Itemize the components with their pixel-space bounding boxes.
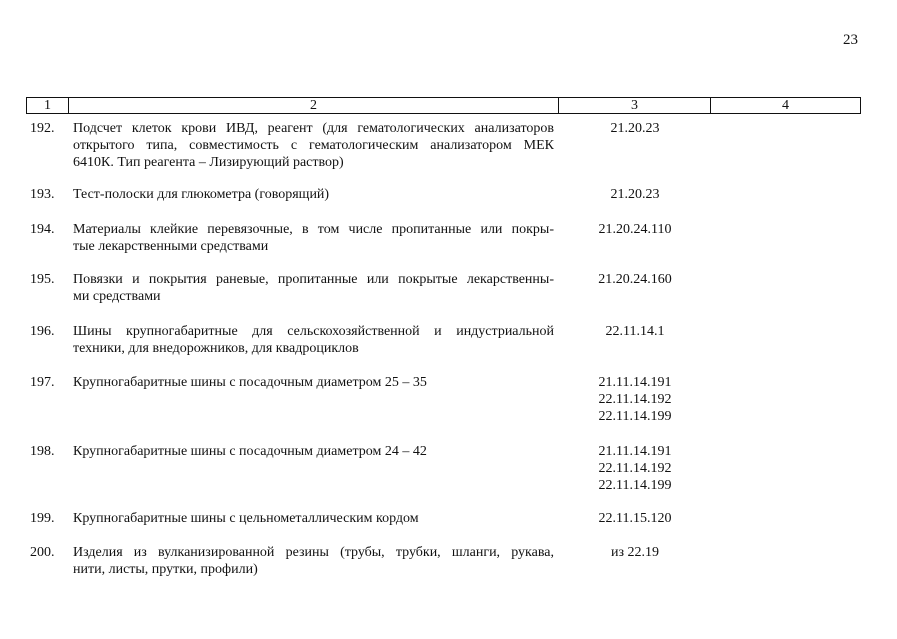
row-number: 197.	[30, 375, 55, 390]
row-name	[73, 374, 554, 391]
row-name-line: Тест-полоски для глюкометра (говорящий)	[73, 187, 330, 202]
page-number: 23	[843, 32, 858, 48]
row-name	[73, 544, 554, 578]
row-name	[73, 221, 554, 255]
header-col-1: 1	[27, 98, 69, 113]
row-name-line: ми средствами	[73, 289, 161, 304]
row-name-line: Материалы клейкие перевязочные, в том числе пропитанные или покры-	[73, 222, 554, 237]
row-code: 22.11.14.199	[598, 478, 672, 493]
header-col-4: 4	[782, 98, 789, 113]
row-name-line: нити, листы, прутки, профили)	[73, 562, 258, 577]
row-code: 21.20.23	[610, 187, 660, 202]
row-name-line: Повязки и покрытия раневые, пропитанные или покрытые лекарственны-	[73, 272, 554, 287]
row-code: 21.11.14.191	[598, 444, 672, 459]
row-number: 200.	[30, 545, 55, 560]
row-name	[73, 271, 554, 305]
row-name	[73, 120, 554, 171]
row-code: 21.11.14.191	[598, 375, 672, 390]
row-name-line: Крупногабаритные шины с цельнометаллическим кордом	[73, 511, 419, 526]
row-name	[73, 186, 554, 203]
row-name-line: Шины крупногабаритные для сельскохозяйственной и индустриальной	[73, 324, 554, 339]
row-name	[73, 443, 554, 460]
row-codes	[565, 544, 705, 561]
row-number: 196.	[30, 324, 55, 339]
row-code: из 22.19	[610, 545, 660, 560]
row-name-line: открытого типа, совместимость с гематологическим анализатором МЕК	[73, 138, 554, 153]
row-number: 198.	[30, 444, 55, 459]
row-codes	[565, 510, 705, 527]
row-name-line: тые лекарственными средствами	[73, 239, 269, 254]
row-name-line: 6410К. Тип реагента – Лизирующий раствор)	[73, 155, 344, 170]
row-code: 22.11.14.192	[598, 461, 672, 476]
row-codes	[565, 323, 705, 340]
row-name	[73, 510, 554, 527]
row-name-line: Подсчет клеток крови ИВД, реагент (для гематологических анализаторов	[73, 121, 554, 136]
row-number: 194.	[30, 222, 55, 237]
header-col-3: 3	[559, 98, 711, 113]
row-code: 22.11.14.1	[605, 324, 665, 339]
row-number: 192.	[30, 121, 55, 136]
row-codes	[565, 374, 705, 425]
row-number: 193.	[30, 187, 55, 202]
row-number: 199.	[30, 511, 55, 526]
row-name-line: техники, для внедорожников, для квадроциклов	[73, 341, 359, 356]
row-codes	[565, 221, 705, 238]
row-name-line: Крупногабаритные шины с посадочным диаметром 25 – 35	[73, 375, 427, 390]
row-codes	[565, 271, 705, 288]
row-name	[73, 323, 554, 357]
row-name-line: Крупногабаритные шины с посадочным диаметром 24 – 42	[73, 444, 427, 459]
table-header	[26, 97, 861, 114]
row-name-line: Изделия из вулканизированной резины (трубы, трубки, шланги, рукава,	[73, 545, 554, 560]
row-number: 195.	[30, 272, 55, 287]
row-codes	[565, 120, 705, 137]
row-code: 22.11.15.120	[598, 511, 672, 526]
header-col-2: 2	[69, 98, 559, 113]
row-code: 21.20.24.160	[598, 272, 672, 287]
row-codes	[565, 186, 705, 203]
row-code: 21.20.24.110	[598, 222, 672, 237]
row-code: 22.11.14.192	[598, 392, 672, 407]
row-code: 22.11.14.199	[598, 409, 672, 424]
row-code: 21.20.23	[610, 121, 660, 136]
row-codes	[565, 443, 705, 494]
